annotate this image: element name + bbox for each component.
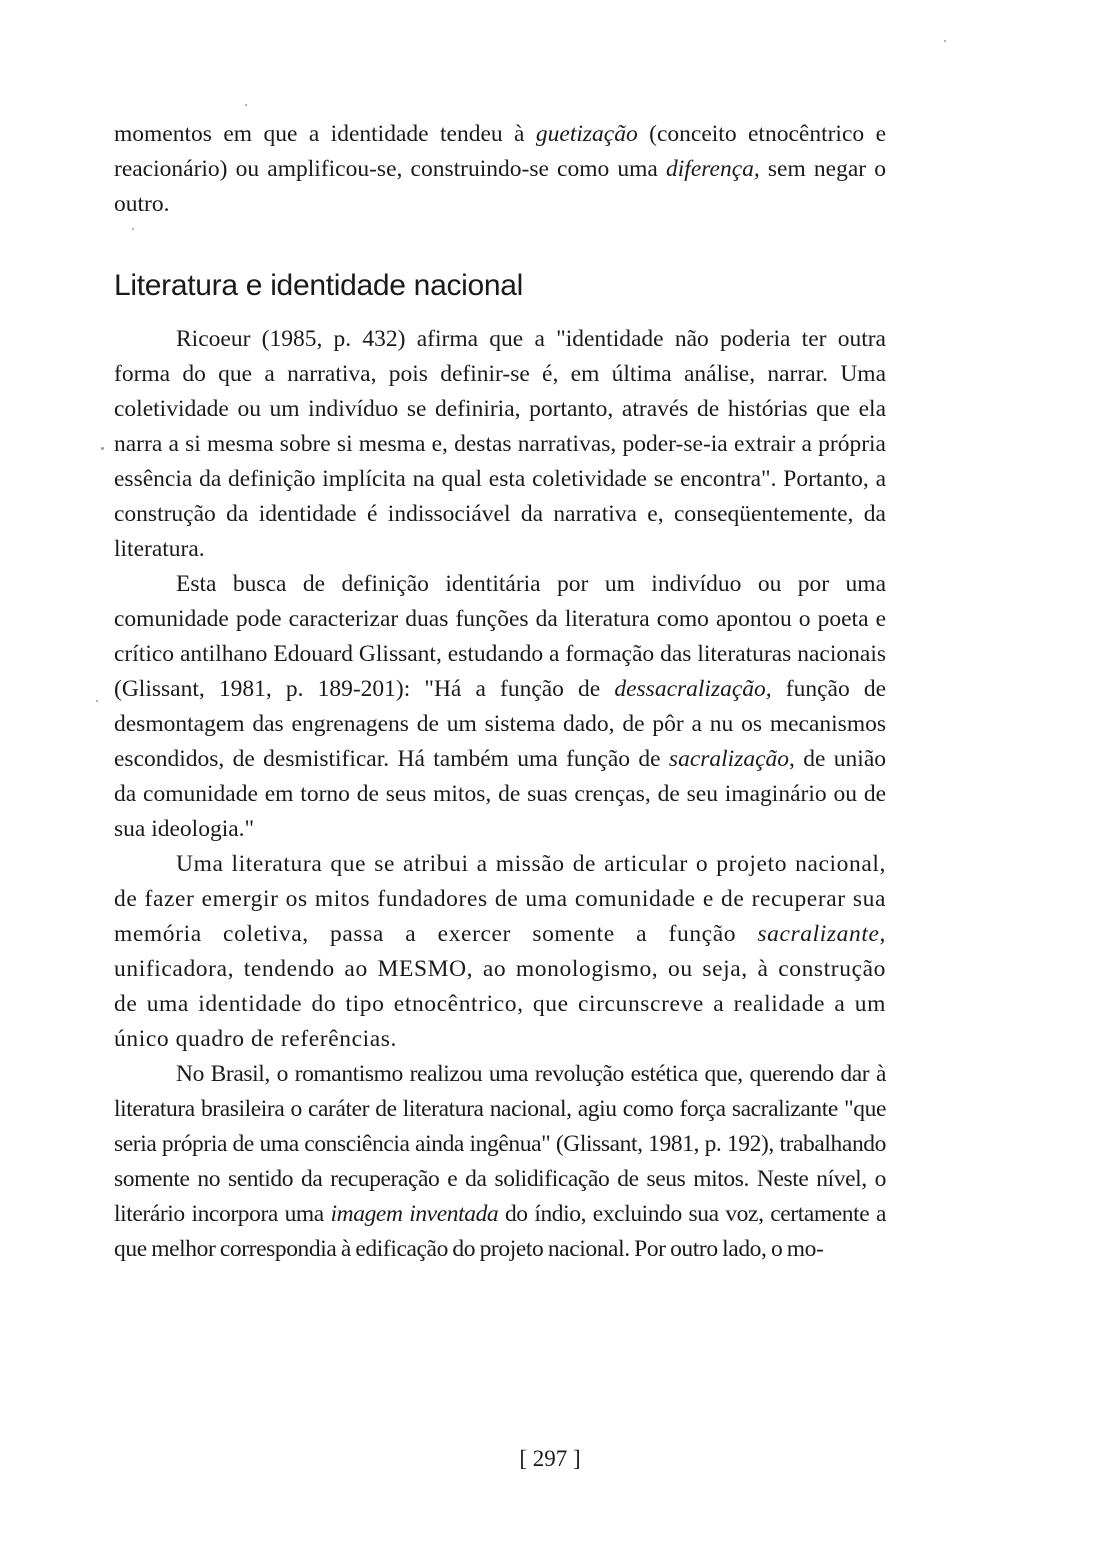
paragraph-2-emphasis-2: sacralização,: [668, 746, 795, 772]
paragraph-3: [114, 847, 886, 1057]
paragraph-2: [114, 567, 886, 847]
scan-speck: [101, 447, 104, 450]
paragraph-2-emphasis-1: dessacralização,: [614, 676, 772, 702]
paragraph-2-text-1: Esta busca de definição identitária por um indivíduo ou por uma comunidade pode caracterizar duas funções da literatura como apontou o poeta e crítico antilhano Edouard Glissant, estudando a formação das literaturas nacionais (Glissant, 1981, p. 189-201): "Há a função de: [114, 571, 886, 702]
paragraph-1: Ricoeur (1985, p. 432) afirma que a "identidade não poderia ter outra forma do que a narrativa, pois definir-se é, em última análise, narrar. Uma coletividade ou um indivíduo se definiria, portanto, através de histórias que ela narra a si mesma sobre si mesma e, destas narrativas, poder-se-ia extrair a própria essência da definição implícita na qual esta coletividade se encontra". Portanto, a construção da identidade é indissociável da narrativa e, conseqüentemente, da literatura.: [114, 326, 886, 562]
scan-speck: [96, 700, 98, 702]
section-body: [114, 322, 886, 1267]
scan-speck: [132, 228, 134, 230]
intro-text-1: momentos em que a identidade tendeu à: [114, 121, 536, 147]
paragraph-4: [114, 1057, 886, 1267]
page-number: [ 297 ]: [519, 1446, 581, 1471]
paragraph-4-text-1: No Brasil, o romantismo realizou uma revolução estética que, querendo dar à literatura brasileira o caráter de literatura nacional, agiu como força sacralizante "que seria própria de uma consciência ainda ingênua" (Glissant, 1981, p. 192), trabalhando somente no sentido da recuperação e da solidificação de seus mitos. Neste nível, o literário incorpora uma: [114, 1061, 886, 1227]
paragraph-2-text-2: função de desmontagem das engrenagens de um sistema dado, de pôr a nu os mecanismos escondidos, de desmistificar. Há também uma função de: [114, 676, 886, 772]
paragraph-4-emphasis-1: imagem inventada: [330, 1201, 499, 1227]
paragraph-3-text-2: , unificadora, tendendo ao MESMO, ao monologismo, ou seja, à construção de uma identidade do tipo etnocêntrico, que circunscreve a realidade a um único quadro de referências.: [114, 921, 886, 1052]
section-heading: Literatura e identidade nacional: [114, 269, 524, 302]
paragraph-3-text-1: Uma literatura que se atribui a missão de articular o projeto nacional, de fazer emergir os mitos fundadores de uma comunidade e de recuperar sua memória coletiva, passa a exercer somente a função: [114, 851, 886, 947]
intro-text-2: (conceito etnocêntrico e reacionário) ou amplificou-se, construindo-se como uma: [114, 121, 886, 182]
intro-emphasis-1: guetização: [535, 121, 638, 147]
intro-paragraph: [114, 117, 886, 222]
intro-emphasis-2: diferença,: [666, 156, 760, 182]
scan-speck: [944, 40, 946, 42]
paragraph-2-text-3: de união da comunidade em torno de seus mitos, de suas crenças, de seu imaginário ou de sua ideologia.": [114, 746, 886, 842]
paragraph-4-text-2: do índio, excluindo sua voz, certamente a que melhor correspondia à edificação do projeto nacional. Por outro lado, o mo-: [114, 1201, 886, 1262]
paragraph-3-emphasis-1: sacralizante: [757, 921, 880, 947]
scan-speck: [245, 104, 247, 106]
intro-text-3: sem negar o outro.: [114, 156, 886, 217]
